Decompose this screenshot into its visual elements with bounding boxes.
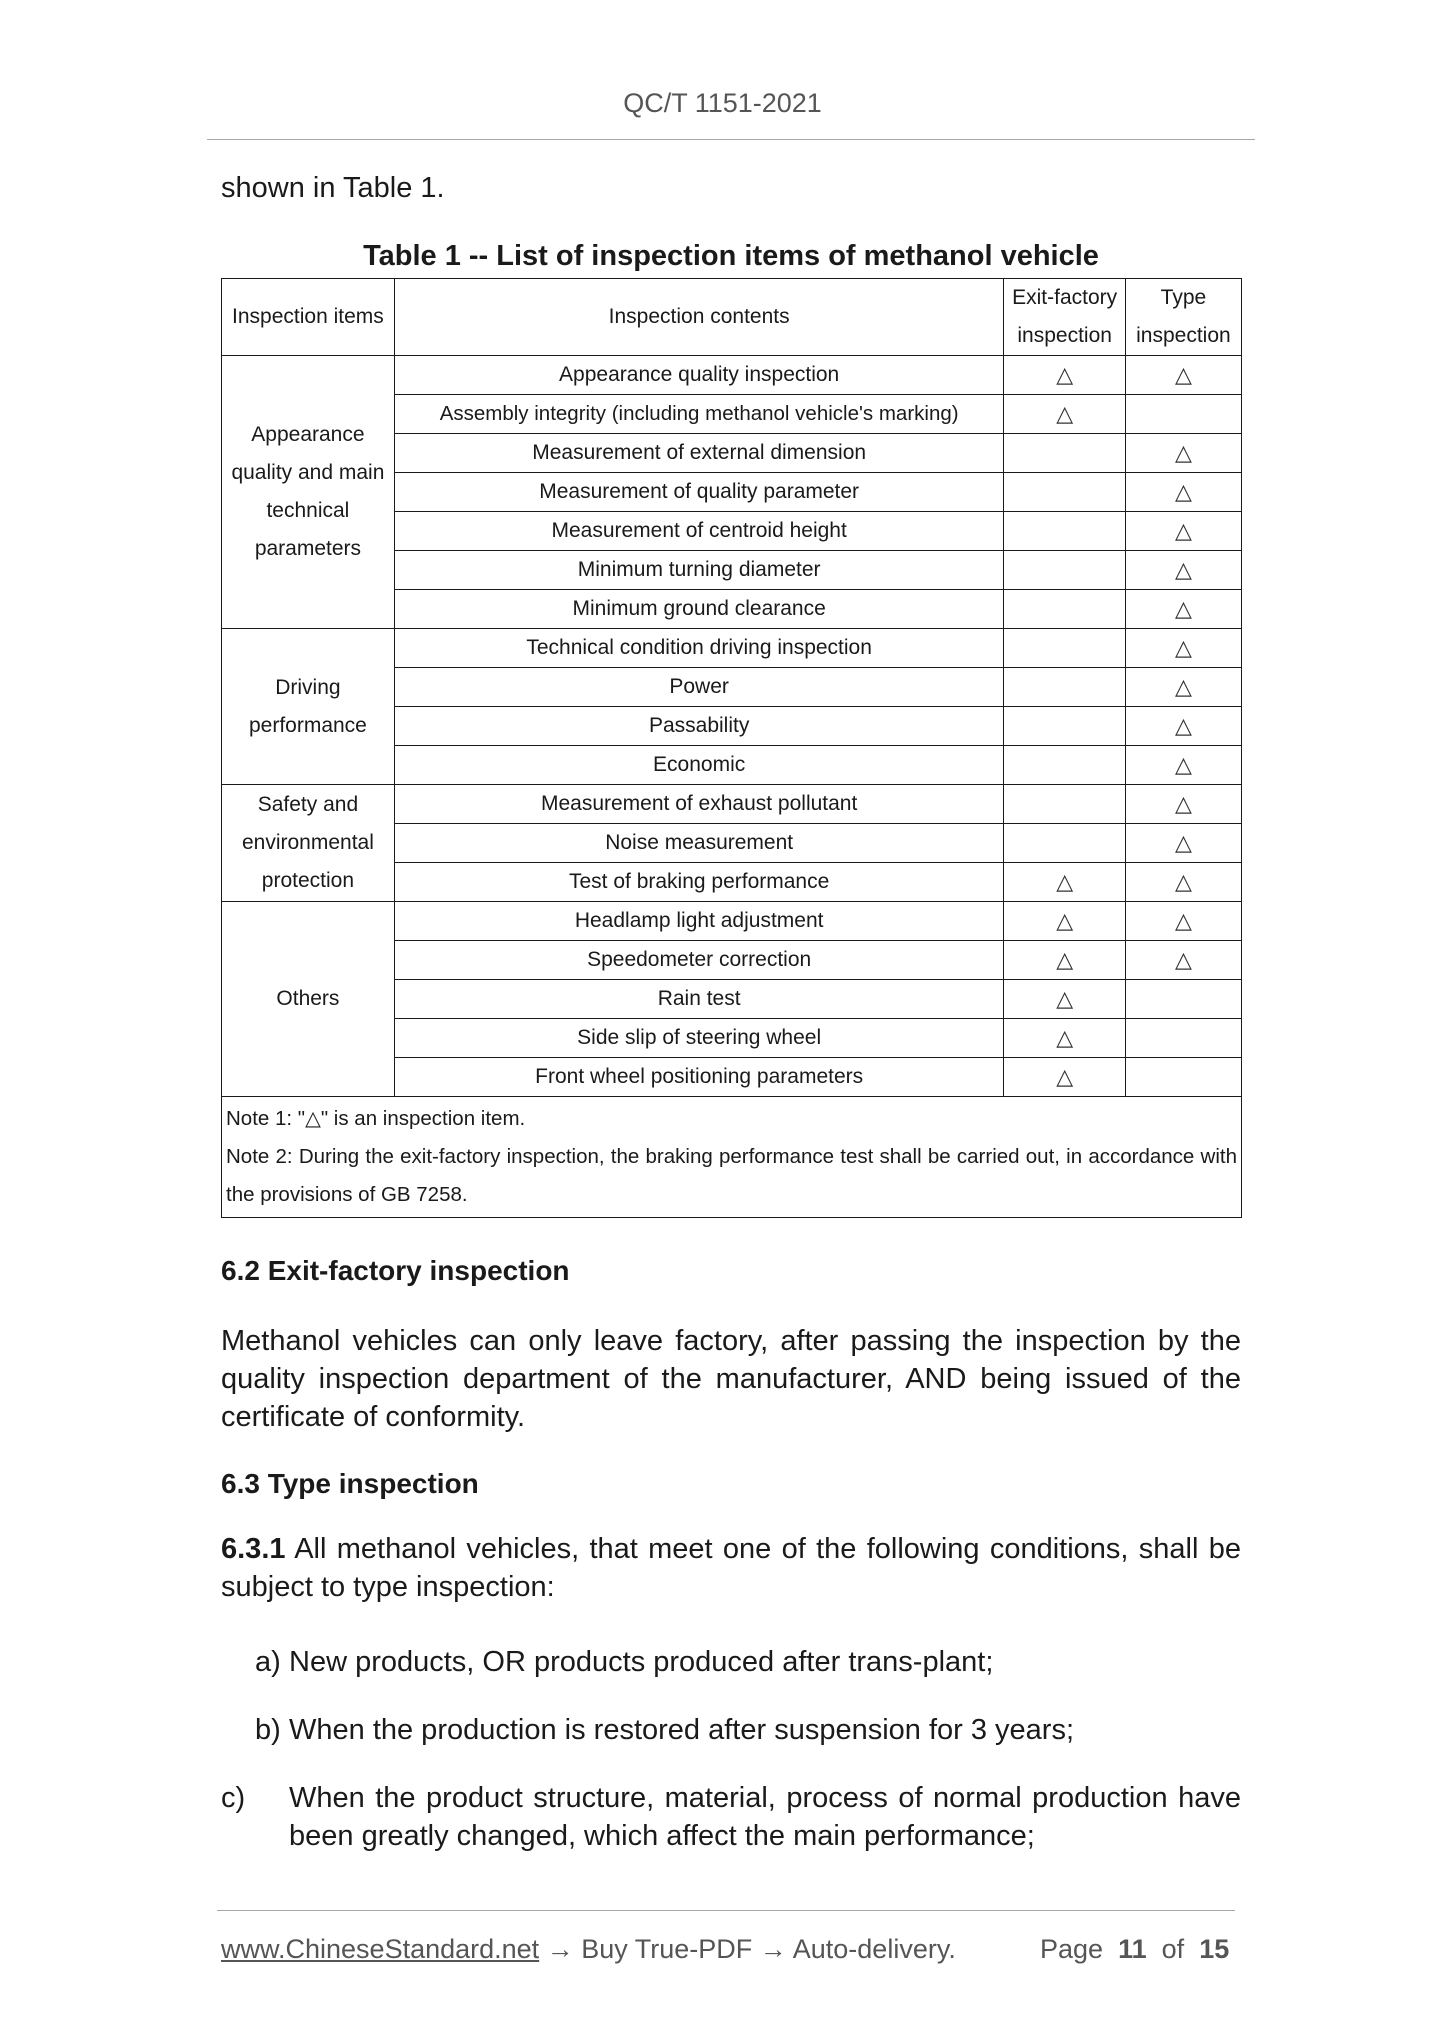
exit-mark-cell: △ (1004, 1058, 1125, 1097)
type-mark-cell (1125, 1058, 1241, 1097)
exit-mark-cell (1004, 746, 1125, 785)
header-type-line1: Type (1160, 286, 1207, 309)
list-marker: a) (255, 1646, 281, 1678)
list-item (255, 1643, 1241, 1681)
header-type-inspection (1125, 279, 1241, 356)
exit-mark-cell (1004, 707, 1125, 746)
exit-mark-cell: △ (1004, 356, 1125, 395)
list-item-text: New products, OR products produced after trans-plant; (289, 1646, 994, 1678)
header-inspection-contents: Inspection contents (394, 279, 1004, 356)
intro-text: shown in Table 1. (221, 172, 445, 204)
exit-mark-cell (1004, 785, 1125, 824)
content-cell: Measurement of centroid height (394, 512, 1004, 551)
content-cell: Assembly integrity (including methanol vehicle's marking) (394, 395, 1004, 434)
list-item (255, 1711, 1241, 1749)
type-mark-cell: △ (1125, 824, 1241, 863)
type-mark-cell: △ (1125, 668, 1241, 707)
content-cell: Appearance quality inspection (394, 356, 1004, 395)
of-label: of (1161, 1934, 1185, 1964)
website-link[interactable]: www.ChineseStandard.net (221, 1934, 540, 1964)
header-exit-factory (1004, 279, 1125, 356)
header-exit-line1: Exit-factory (1012, 286, 1118, 309)
table-row (222, 902, 1242, 941)
type-mark-cell: △ (1125, 629, 1241, 668)
total-pages: 15 (1199, 1934, 1230, 1964)
exit-mark-cell (1004, 473, 1125, 512)
list-marker: c) (221, 1782, 246, 1814)
table-caption: Table 1 -- List of inspection items of methanol vehicle (363, 240, 1099, 272)
type-mark-cell: △ (1125, 590, 1241, 629)
footer-tagline: → Buy True-PDF → Auto-delivery. (546, 1934, 956, 1964)
category-cell: Driving performance (222, 629, 395, 785)
inspection-items-table (221, 278, 1242, 1218)
type-mark-cell: △ (1125, 863, 1241, 902)
type-mark-cell (1125, 395, 1241, 434)
clause-number: 6.3.1 (221, 1533, 286, 1565)
content-cell: Economic (394, 746, 1004, 785)
type-mark-cell: △ (1125, 941, 1241, 980)
content-cell: Power (394, 668, 1004, 707)
content-cell: Measurement of external dimension (394, 434, 1004, 473)
exit-mark-cell (1004, 551, 1125, 590)
section-6-3-heading: 6.3 Type inspection (221, 1468, 479, 1499)
table-notes-row (222, 1097, 1242, 1218)
content-cell: Noise measurement (394, 824, 1004, 863)
table-row (222, 356, 1242, 395)
footer-divider (217, 1910, 1235, 1911)
content-cell: Rain test (394, 980, 1004, 1019)
category-cell: Others (222, 902, 395, 1097)
exit-mark-cell (1004, 668, 1125, 707)
list-item-text: When the product structure, material, process of normal production have been greatly changed, which affect the main performance; (289, 1782, 1241, 1852)
content-cell: Front wheel positioning parameters (394, 1058, 1004, 1097)
document-code-header: QC/T 1151-2021 (623, 88, 822, 118)
category-cell: Safety and environmental protection (222, 785, 395, 902)
exit-mark-cell (1004, 824, 1125, 863)
table-row (222, 629, 1242, 668)
content-cell: Minimum ground clearance (394, 590, 1004, 629)
exit-mark-cell: △ (1004, 863, 1125, 902)
section-6-2-body: Methanol vehicles can only leave factory, after passing the inspection by the quality inspection department of the manufacturer, AND being issued of the certificate of conformity. (221, 1325, 1241, 1433)
page-label: Page (1040, 1934, 1104, 1964)
exit-mark-cell: △ (1004, 941, 1125, 980)
clause-text: All methanol vehicles, that meet one of the following conditions, shall be subject to type inspection: (221, 1533, 1241, 1603)
exit-mark-cell: △ (1004, 980, 1125, 1019)
type-mark-cell (1125, 980, 1241, 1019)
list-item (221, 1779, 1241, 1855)
table-row (222, 785, 1242, 824)
category-cell: Appearance quality and main technical parameters (222, 356, 395, 629)
clause-6-3-1 (221, 1530, 1241, 1606)
type-mark-cell: △ (1125, 707, 1241, 746)
type-mark-cell: △ (1125, 512, 1241, 551)
page-indicator (1040, 1934, 1229, 1965)
content-cell: Technical condition driving inspection (394, 629, 1004, 668)
header-inspection-items: Inspection items (222, 279, 395, 356)
list-marker: b) (255, 1714, 281, 1746)
content-cell: Test of braking performance (394, 863, 1004, 902)
content-cell: Side slip of steering wheel (394, 1019, 1004, 1058)
exit-mark-cell: △ (1004, 395, 1125, 434)
type-mark-cell: △ (1125, 356, 1241, 395)
exit-mark-cell: △ (1004, 1019, 1125, 1058)
content-cell: Measurement of quality parameter (394, 473, 1004, 512)
exit-mark-cell (1004, 434, 1125, 473)
type-mark-cell: △ (1125, 746, 1241, 785)
type-mark-cell: △ (1125, 473, 1241, 512)
content-cell: Minimum turning diameter (394, 551, 1004, 590)
content-cell: Speedometer correction (394, 941, 1004, 980)
exit-mark-cell (1004, 629, 1125, 668)
content-cell: Measurement of exhaust pollutant (394, 785, 1004, 824)
content-cell: Passability (394, 707, 1004, 746)
table-note-2: Note 2: During the exit-factory inspection, the braking performance test shall be carried out, in accordance with the provisions of GB 7258. (226, 1145, 1237, 1206)
type-mark-cell: △ (1125, 434, 1241, 473)
section-6-2-heading: 6.2 Exit-factory inspection (221, 1255, 570, 1286)
content-cell: Headlamp light adjustment (394, 902, 1004, 941)
page-number: 11 (1118, 1934, 1147, 1964)
list-item-text: When the production is restored after suspension for 3 years; (289, 1714, 1075, 1746)
header-divider (207, 139, 1255, 140)
footer-promo (221, 1934, 956, 1965)
header-exit-line2: inspection (1017, 324, 1112, 347)
table-notes-cell (222, 1097, 1242, 1218)
header-type-line2: inspection (1136, 324, 1231, 347)
type-mark-cell: △ (1125, 785, 1241, 824)
table-note-1: Note 1: "△" is an inspection item. (226, 1107, 526, 1130)
type-mark-cell: △ (1125, 551, 1241, 590)
exit-mark-cell (1004, 590, 1125, 629)
type-mark-cell (1125, 1019, 1241, 1058)
type-mark-cell: △ (1125, 902, 1241, 941)
exit-mark-cell (1004, 512, 1125, 551)
table-header-row (222, 279, 1242, 356)
exit-mark-cell: △ (1004, 902, 1125, 941)
